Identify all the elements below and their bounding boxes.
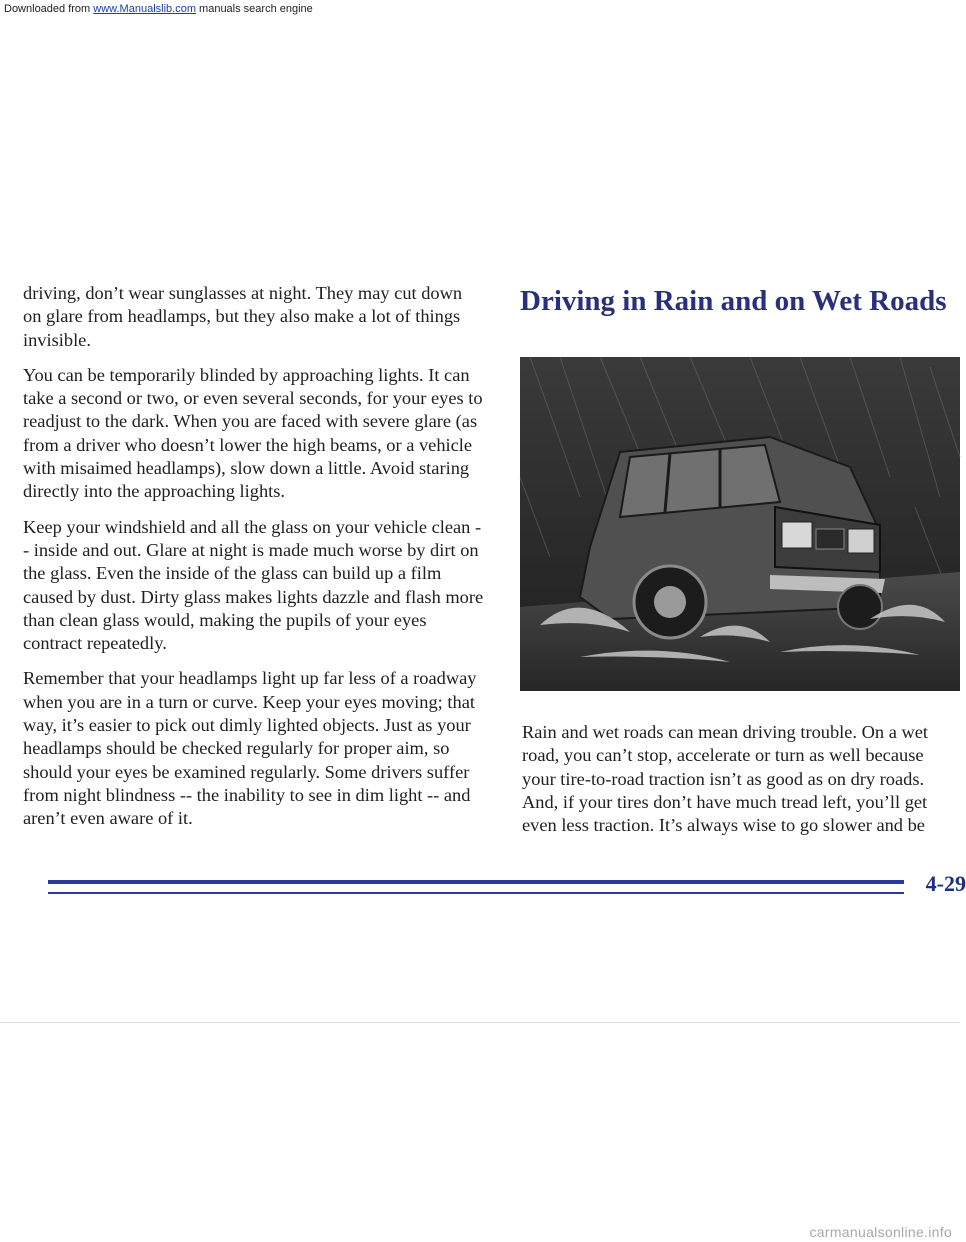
section-title: Driving in Rain and on Wet Roads bbox=[520, 285, 947, 317]
download-source-bar bbox=[0, 0, 964, 18]
truck bbox=[580, 437, 885, 638]
footer-rule-thick bbox=[48, 880, 953, 884]
page-bottom-divider bbox=[0, 1022, 960, 1023]
source-suffix: manuals search engine bbox=[195, 3, 313, 15]
paragraph-blinded: You can be temporarily blinded by approaching lights. It can take a second or two, or even several seconds, for your eyes to readjust to the dark. When you are faced with severe glare (as from a driver who doesn’t lower the high beams, or a vehicle with misaimed headlamps), slow down a little. Avoid staring directly into the approaching lights. bbox=[23, 364, 483, 502]
truck-rain-drawing bbox=[520, 357, 960, 691]
right-column-heading bbox=[520, 284, 960, 318]
paragraph-windshield: Keep your windshield and all the glass on your vehicle clean -- inside and out. Glare at night is made much worse by dirt on the glass. Even the inside of the glass can build up a film caused by dust. Dirty glass makes lights dazzle and flash more than clean glass would, making the pupils of your eyes contract repeatedly. bbox=[23, 516, 484, 654]
paragraph-sunglasses: driving, don’t wear sunglasses at night. They may cut down on glare from headlamps, but they also make a lot of things invisible. bbox=[23, 283, 463, 350]
footer-rule-thin bbox=[48, 892, 953, 894]
rain-paragraph-block bbox=[522, 721, 960, 837]
site-watermark: carmanualsonline.info bbox=[809, 1224, 952, 1240]
truck-in-rain-illustration bbox=[520, 357, 960, 691]
paragraph-headlamps: Remember that your headlamps light up far less of a roadway when you are in a turn or curve. Keep your eyes moving; that way, it’s easier to pick out dimly lighted objects. Just as your headlamps should be checked regularly for proper aim, so should your eyes be examined regularly. Some drivers suffer from night blindness -- the inability to see in dim light -- and aren’t even aware of it. bbox=[23, 668, 477, 829]
manualslib-link[interactable]: www.Manualslib.com bbox=[93, 3, 196, 15]
left-column bbox=[23, 282, 485, 843]
page-number: 4-29 bbox=[904, 870, 966, 898]
source-prefix: Downloaded from bbox=[4, 3, 94, 15]
paragraph-rain: Rain and wet roads can mean driving trouble. On a wet road, you can’t stop, accelerate or turn as well because your tire-to-road traction isn’t as good as on dry roads. And, if your tires don’t have much tread left, you’ll get even less traction. It’s always wise to go slower and be bbox=[522, 722, 929, 836]
